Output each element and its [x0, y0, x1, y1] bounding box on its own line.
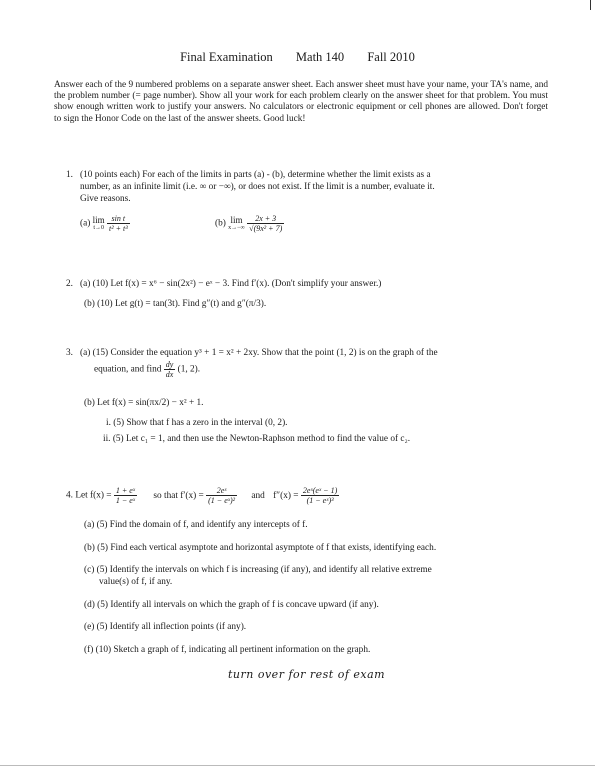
- q1-b-numerator: 2x + 3: [247, 214, 284, 224]
- q4-fpp-label: f″(x) =: [273, 490, 299, 501]
- q3-number: 3.: [66, 348, 73, 358]
- q1-a-limit: [93, 216, 105, 232]
- q4-part-f: (f) (10) Sketch a graph of f, indicating all pertinent information on the graph.: [84, 645, 371, 655]
- q1-b-fraction: [247, 214, 284, 233]
- q4-fpp-numerator: 2eˣ(eˣ − 1): [302, 486, 338, 495]
- scan-edge-line: [0, 765, 595, 766]
- q4-part-e: (e) (5) Identify all inflection points (if any).: [84, 622, 247, 632]
- q1-b-lim-sub: x→−∞: [228, 224, 245, 231]
- q4-f-denominator: 1 − eˣ: [115, 496, 136, 505]
- q4-f-numerator: 1 + eˣ: [115, 486, 136, 495]
- page-title: [0, 50, 595, 65]
- q1-b-denominator: √(9x² + 7): [249, 224, 283, 233]
- q1-a-fraction: [107, 214, 130, 233]
- q4-fpp-fraction: [301, 486, 339, 505]
- q1-b-label: (b): [215, 218, 226, 229]
- course-name: Math 140: [295, 50, 345, 64]
- q1-b-lim-word: lim: [230, 214, 243, 225]
- q4-let: Let f(x) =: [75, 490, 112, 501]
- q4-part-c-line2: value(s) of f, if any.: [99, 577, 173, 587]
- q4-and: and: [251, 490, 265, 501]
- q1-a-lim-word: lim: [92, 214, 105, 225]
- handwritten-note: turn over for rest of exam: [228, 668, 386, 681]
- q4-part-d: (d) (5) Identify all intervals on which the graph of f is concave upward (if any).: [84, 600, 379, 610]
- scan-mark: [590, 0, 591, 10]
- q4-part-b: (b) (5) Find each vertical asymptote and horizontal asymptote of f that exists, identifying each.: [84, 543, 437, 553]
- q4-number: 4.: [66, 490, 73, 501]
- q1-part-b: [215, 214, 284, 233]
- q1-b-limit: [228, 216, 245, 232]
- q3-a-line2-text: equation, and find: [94, 364, 162, 375]
- q3-a-line2: [94, 360, 200, 379]
- q4-fp-denominator: (1 − eˣ)²: [208, 496, 236, 505]
- q1-a-label: (a): [80, 218, 91, 229]
- q3-part-b: (b) Let f(x) = sin(πx/2) − x² + 1.: [84, 398, 204, 408]
- q4-fpp-denominator: (1 − eˣ)³: [306, 496, 334, 505]
- q1-number: 1.: [66, 170, 73, 180]
- q4-fp-numerator: 2eˣ: [206, 486, 237, 496]
- exam-term: Fall 2010: [367, 50, 415, 64]
- q4-fp-fraction: [206, 486, 237, 505]
- q3-derivative-point: (1, 2).: [177, 364, 201, 375]
- q1-text-line1: (10 points each) For each of the limits in parts (a) - (b), determine whether the limit exists as a: [80, 170, 431, 180]
- q2-part-b: (b) (10) Let g(t) = tan(3t). Find g″(t) and g″(π/3).: [84, 299, 267, 309]
- q1-text-line3: Give reasons.: [80, 194, 131, 204]
- q3-part-b-i: i. (5) Show that f has a zero in the interval (0, 2).: [106, 418, 288, 428]
- q3-a-line1: (a) (15) Consider the equation y³ + 1 = x² + 2xy. Show that the point (1, 2) is on the graph of the: [80, 348, 438, 358]
- q2-number: 2.: [66, 279, 73, 289]
- q3-derivative-num: dy: [165, 360, 174, 369]
- q4-f-fraction: [114, 486, 137, 505]
- q1-a-denominator: t² + t³: [109, 224, 128, 233]
- instructions-paragraph: Answer each of the 9 numbered problems on a separate answer sheet. Each answer sheet must have your name, your TA's name, and the problem number (= page number). Show all your work for each problem clearly on the answer sheet for that problem. You must show enough written work to justify your answers. No calculators or electronic equipment or cell phones are allowed. Don't forget to sign the Honor Code on the last of the answer sheets. Good luck!: [54, 80, 548, 124]
- q2-part-a: (a) (10) Let f(x) = x⁶ − sin(2x²) − eˣ − 3. Find f′(x). (Don't simplify your answer.): [80, 279, 382, 289]
- q3-derivative-den: dx: [165, 370, 174, 379]
- q4-part-a: (a) (5) Find the domain of f, and identify any intercepts of f.: [84, 520, 308, 530]
- q3-part-b-ii: ii. (5) Let c₁ = 1, and then use the Newton-Raphson method to find the value of c₂.: [103, 434, 411, 444]
- exam-title: Final Examination: [180, 50, 273, 64]
- q4-part-c-line1: (c) (5) Identify the intervals on which f is increasing (if any), and identify all relative extreme: [84, 565, 432, 575]
- q1-a-numerator: sin t: [107, 214, 130, 224]
- q1-text-line2: number, as an infinite limit (i.e. ∞ or −∞), or does not exist. If the limit is a number, evaluate it.: [80, 182, 435, 192]
- q4-header: [66, 486, 339, 505]
- q4-so-that: so that f′(x) =: [153, 490, 204, 501]
- q3-derivative: [164, 360, 176, 379]
- q1-part-a: [80, 214, 130, 233]
- q1-a-lim-sub: t→0: [93, 224, 104, 231]
